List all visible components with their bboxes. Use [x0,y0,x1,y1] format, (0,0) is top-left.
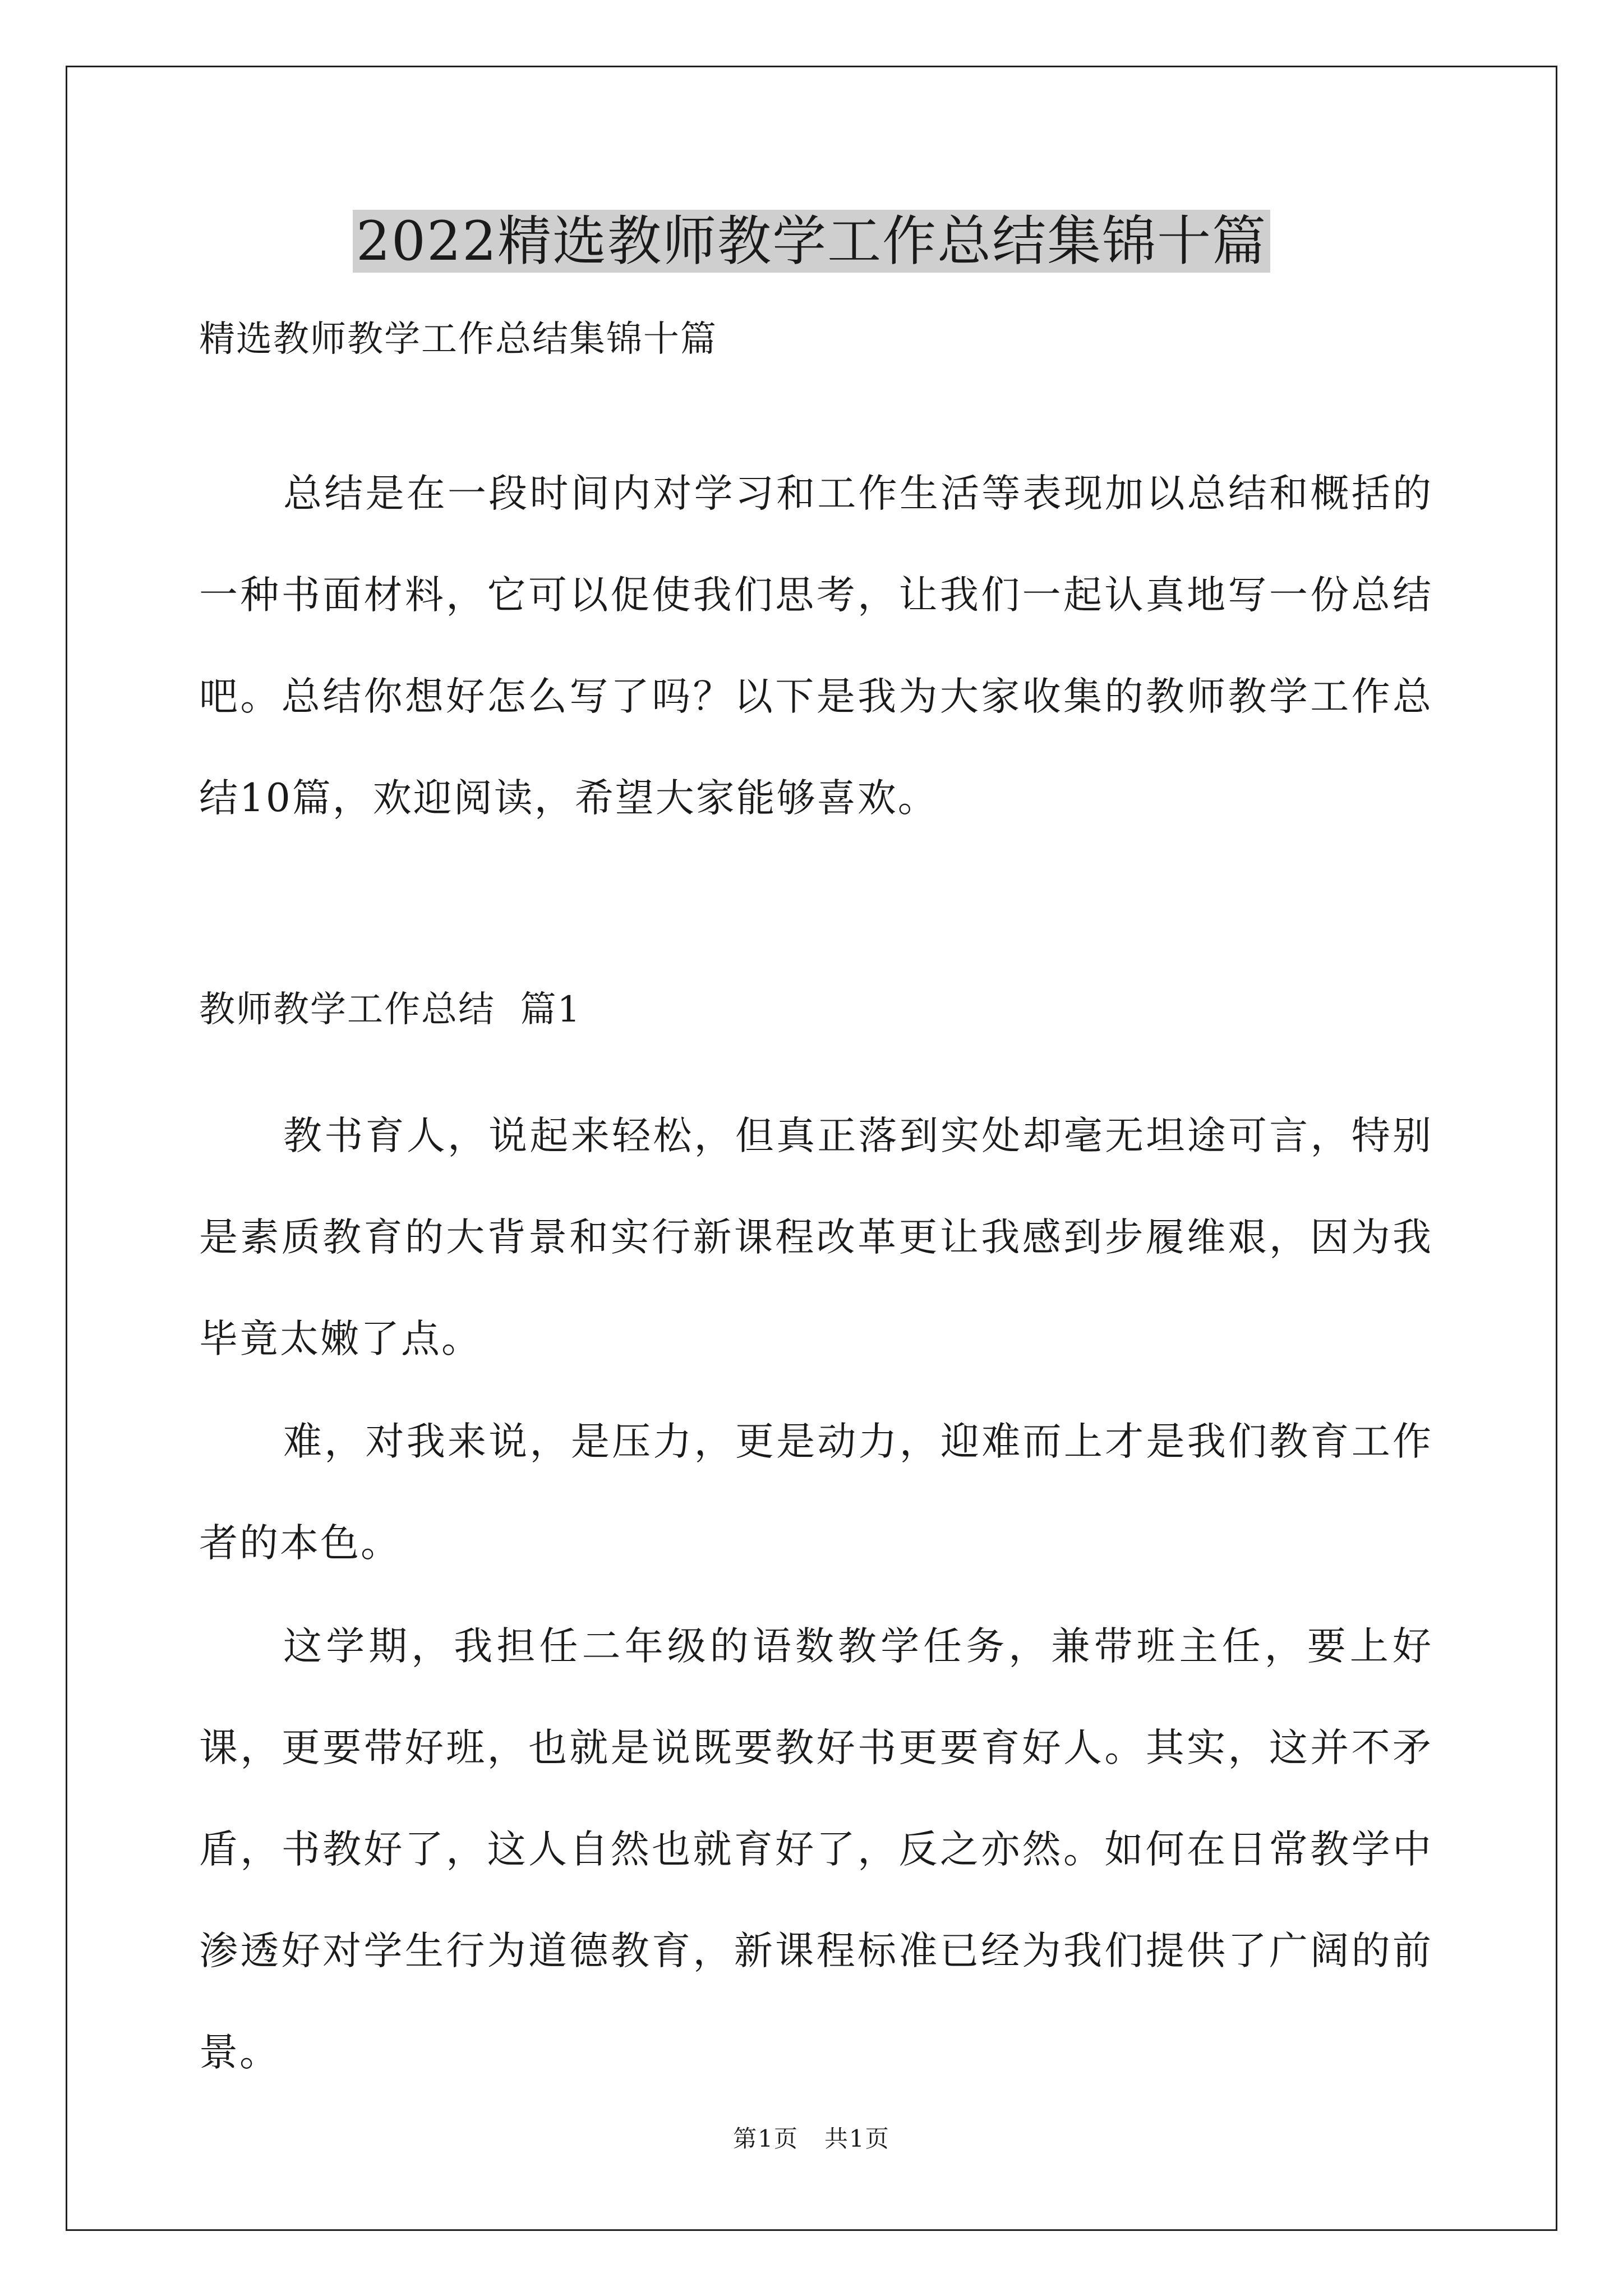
document-title-text: 2022精选教师教学工作总结集锦十篇 [353,210,1270,273]
section-heading: 教师教学工作总结 篇1 [199,989,582,1030]
page-footer: 第1页 共1页 [733,2125,890,2152]
document-subtitle: 精选教师教学工作总结集锦十篇 [199,319,717,360]
body-paragraph-3: 这学期，我担任二年级的语数教学任务，兼带班主任，要上好课，更要带好班，也就是说既要教好书更要育好人。其实，这并不矛盾，书教好了，这人自然也就育好了，反之亦然。如何在日常教学中渗透好对学生行为道德教育，新课程标准已经为我们提供了广阔的前景。 [199,1624,1433,2075]
intro-paragraph: 总结是在一段时间内对学习和工作生活等表现加以总结和概括的一种书面材料，它可以促使我们思考，让我们一起认真地写一份总结吧。总结你想好怎么写了吗？以下是我为大家收集的教师教学工作总结10篇，欢迎阅读，希望大家能够喜欢。 [199,471,1433,821]
document-title [0,205,1623,278]
body-paragraph-1: 教书育人，说起来轻松，但真正落到实处却毫无坦途可言，特别是素质教育的大背景和实行新课程改革更让我感到步履维艰，因为我毕竟太嫩了点。 [199,1114,1433,1361]
body-paragraph-2: 难，对我来说，是压力，更是动力，迎难而上才是我们教育工作者的本色。 [199,1419,1433,1566]
